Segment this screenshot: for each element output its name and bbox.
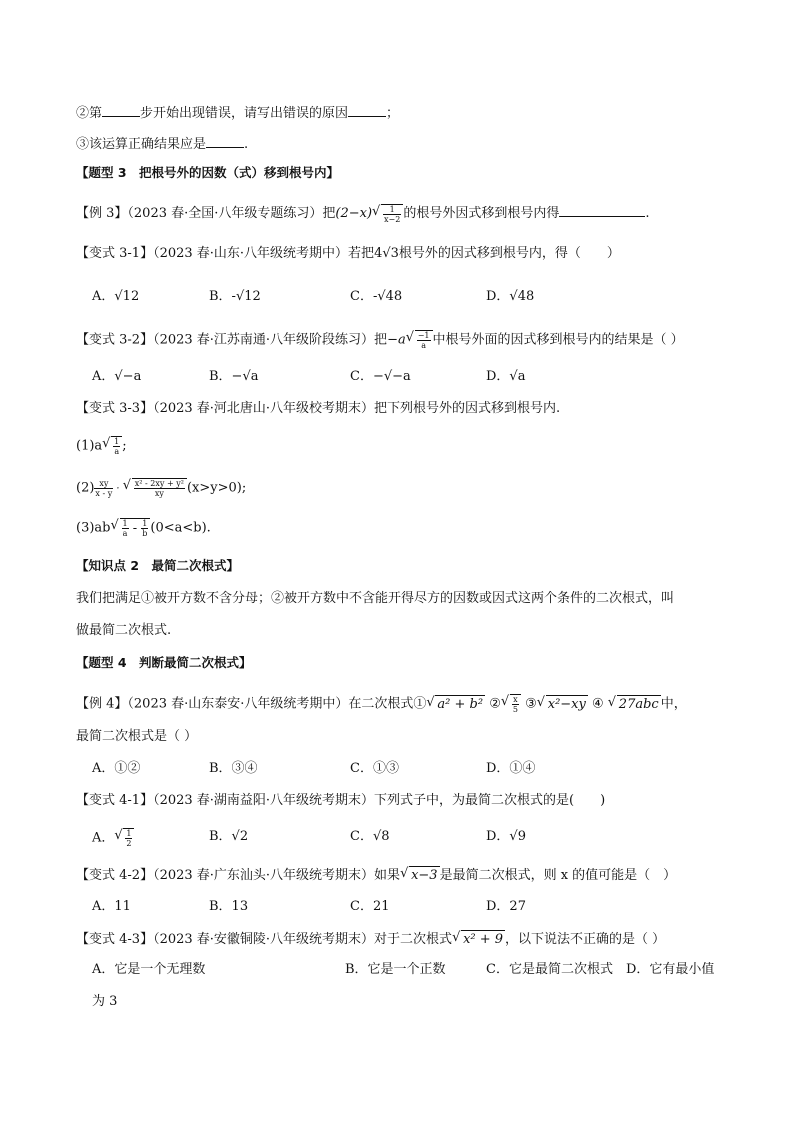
variant-3-1: 【变式 3-1】（2023 春·山东·八年级统考期中）若把4√3根号外的因式移到根号内，得（ ） [76,246,620,261]
sqrt-expression: √ $\frac{1}{x-2}$ [372,204,403,224]
option-c[interactable]: C．①③ [350,761,399,776]
option-b[interactable]: B．−√a [209,369,259,384]
option-a[interactable]: A． √ $\frac{1}{2}$ [92,828,134,848]
option-a[interactable]: A．①② [92,761,141,776]
option-b[interactable]: B．③④ [209,761,258,776]
example-3: 【例 3】（2023 春·全国·八年级专题练习）把(2−x) √ $\frac{1}{x-2}$ 的根号外因式移到根号内得 . [76,203,650,224]
sub-question-3: (3)ab √ $\frac{1}{a}$ - $\frac{1}{b}$ (0<a<b). [76,518,211,538]
section-heading: 【知识点 2 最简二次根式】 [76,558,240,573]
answer-blank[interactable] [348,103,386,117]
answer-blank[interactable] [559,203,645,217]
option-d[interactable]: D．27 [486,899,526,914]
variant-3-2: 【变式 3-2】（2023 春·江苏南通·八年级阶段练习）把−a √ $\frac{-1}{a}$ 中根号外面的因式移到根号内的结果是（ ） [76,330,684,350]
option-d[interactable]: D．√a [486,369,526,384]
variant-3-3: 【变式 3-3】（2023 春·河北唐山·八年级校考期末）把下列根号外的因式移到根号内. [76,401,561,416]
answer-blank[interactable] [102,103,140,117]
variant-4-2: 【变式 4-2】（2023 春·广东汕头·八年级统考期末）如果 √ x−3 是最简二次根式，则 x 的值可能是（ ） [76,866,677,883]
option-c[interactable]: C．21 [350,899,390,914]
sqrt-expression: √ $\frac{-1}{a}$ [406,330,433,350]
definition-text: 做最简二次根式. [76,623,172,638]
example-4: 【例 4】（2023 春·山东泰安·八年级统考期中）在二次根式① √ a² + b² ② √ $\frac{x}{5}$ ③ √ x²−xy ④ √ 27abc 中， [76,694,687,714]
sqrt-expression: √ $\frac{\text{x² - 2xy + y²}}{xy}$ [123,478,187,498]
section-heading: 【题型 3 把根号外的因数（式）移到根号内】 [76,165,340,180]
sub-question-1: (1)a √ $\frac{1}{a}$ ; [76,436,127,456]
option-c[interactable]: C．它是最简二次根式 [486,962,613,977]
option-a[interactable]: A．它是一个无理数 [92,962,206,977]
section-heading: 【题型 4 判断最简二次根式】 [76,655,252,670]
question-2-line: ②第 步开始出现错误，请写出错误的原因 ； [76,103,399,123]
option-b[interactable]: B．√2 [209,829,249,844]
option-d[interactable]: D．①④ [486,761,536,776]
sub-question-2: (2) $\frac{xy}{x - y}$ · √ $\frac{\text{x² - 2xy + y²}}{xy}$ (x>y>0); [76,478,247,498]
question-3-line: ③该运算正确结果应是 . [76,134,248,154]
option-b[interactable]: B．-√12 [209,289,261,304]
variant-4-1: 【变式 4-1】（2023 春·湖南益阳·八年级统考期末）下列式子中，为最简二次根式的是( ) [76,793,606,808]
option-c[interactable]: C．√8 [350,829,390,844]
option-d[interactable]: D．√9 [486,829,526,844]
option-b[interactable]: B．它是一个正数 [345,962,446,977]
option-d[interactable]: D．它有最小值 [626,962,715,977]
sqrt-expression: √ $\frac{1}{a}$ [102,436,122,456]
option-a[interactable]: A．11 [92,899,131,914]
example-4-line-2: 最简二次根式是（ ） [76,729,198,744]
option-a[interactable]: A．√−a [92,369,142,384]
option-a[interactable]: A．√12 [92,289,140,304]
option-c[interactable]: C．-√48 [350,289,403,304]
definition-text: 我们把满足①被开方数不含分母；②被开方数中不含能开得尽方的因数或因式这两个条件的二次根式，叫 [76,591,675,606]
option-c[interactable]: C．−√−a [350,369,411,384]
answer-blank[interactable] [206,134,244,148]
option-b[interactable]: B．13 [209,899,249,914]
option-d-continuation: 为 3 [92,994,118,1009]
sqrt-expression: √ $\frac{1}{a}$ - $\frac{1}{b}$ [111,518,151,538]
option-d[interactable]: D．√48 [486,289,535,304]
variant-4-3: 【变式 4-3】（2023 春·安徽铜陵·八年级统考期末）对于二次根式 √ x² + 9 ，以下说法不正确的是（ ） [76,930,666,947]
